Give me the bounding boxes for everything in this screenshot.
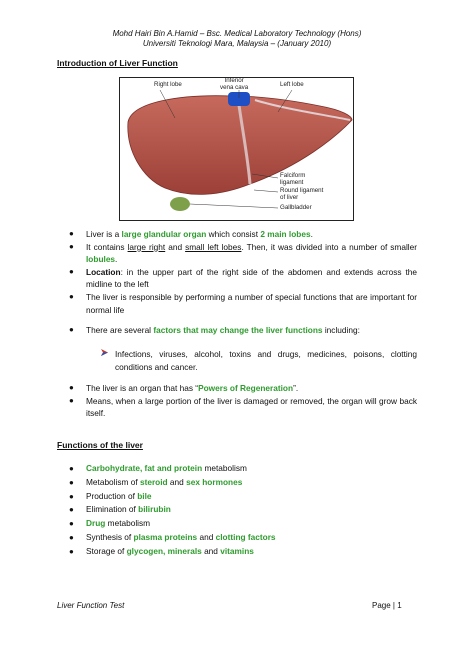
label-gallbladder: Gallbladder (280, 204, 312, 211)
list-item: ● The liver is responsible by performing a number of special functions that are important for normal life (69, 291, 417, 315)
gallbladder-shape (170, 197, 190, 211)
bullet-icon: ● (69, 546, 74, 556)
functions-bullet-list (69, 462, 417, 559)
bullet-icon: ● (69, 291, 74, 301)
liver-anatomy-figure (119, 77, 354, 221)
intro-section-title: Introduction of Liver Function (57, 58, 178, 68)
list-item: ● Location: in the upper part of the right side of the abdomen and extends across the midline to the left (69, 266, 417, 290)
bullet-icon: ● (69, 266, 74, 276)
label-inferior-vena-cava: Inferior vena cava (220, 77, 249, 91)
header-author-line: Mohd Hairi Bin A.Hamid – Bsc. Medical Laboratory Technology (Hons) (112, 29, 362, 38)
label-falciform-ligament: Falciform ligament (280, 172, 306, 186)
list-item: ● Carbohydrate, fat and protein metabolism (86, 462, 417, 476)
list-item: ● Liver is a large glandular organ which consist 2 main lobes. (69, 229, 313, 239)
regeneration-bullet-list (69, 382, 417, 420)
functions-section-title: Functions of the liver (57, 440, 143, 450)
bullet-icon: ● (69, 395, 74, 405)
bullet-icon: ● (69, 325, 74, 334)
factors-sub-list (115, 348, 417, 373)
list-item: Infections, viruses, alcohol, toxins and drugs, medicines, poisons, clotting conditions and cancer. (115, 348, 417, 373)
label-round-ligament: Round ligament of liver (280, 187, 324, 201)
list-item: ● The liver is an organ that has “Powers of Regeneration”. (69, 383, 299, 393)
bullet-icon: ● (69, 464, 74, 473)
bullet-icon: ● (69, 505, 74, 515)
bullet-icon: ● (69, 519, 74, 529)
list-item: ● Storage of glycogen, minerals and vitamins (86, 545, 417, 559)
label-right-lobe: Right lobe (154, 81, 182, 88)
footer-document-title: Liver Function Test (57, 601, 125, 610)
list-item: ● Drug metabolism (86, 517, 417, 531)
list-item: ● Production of bile (86, 490, 417, 504)
list-item: ● Synthesis of plasma proteins and clotting factors (86, 531, 417, 545)
list-item: ● Means, when a large portion of the liver is damaged or removed, the organ will grow back itself. (69, 395, 417, 419)
list-item: ● Elimination of bilirubin (86, 503, 417, 517)
bullet-icon: ● (69, 477, 74, 487)
label-left-lobe: Left lobe (280, 81, 304, 88)
footer-page-number: Page | 1 (372, 601, 402, 610)
bullet-icon: ● (69, 241, 74, 251)
list-item: ● Metabolism of steroid and sex hormones (86, 476, 417, 490)
bullet-icon: ● (69, 383, 74, 392)
intro-bullet-list (69, 228, 418, 316)
header-university-line: Universiti Teknologi Mara, Malaysia – (January 2010) (142, 39, 332, 48)
bullet-icon: ● (69, 532, 74, 542)
bullet-icon: ● (69, 229, 74, 238)
list-item: ● There are several factors that may change the liver functions including: (69, 325, 360, 335)
arrow-bullet-icon (100, 348, 109, 362)
list-item: ● It contains large right and small left lobes. Then, it was divided into a number of smaller lobules. (69, 241, 418, 265)
bullet-icon: ● (69, 491, 74, 501)
factors-bullet-list (69, 324, 417, 337)
